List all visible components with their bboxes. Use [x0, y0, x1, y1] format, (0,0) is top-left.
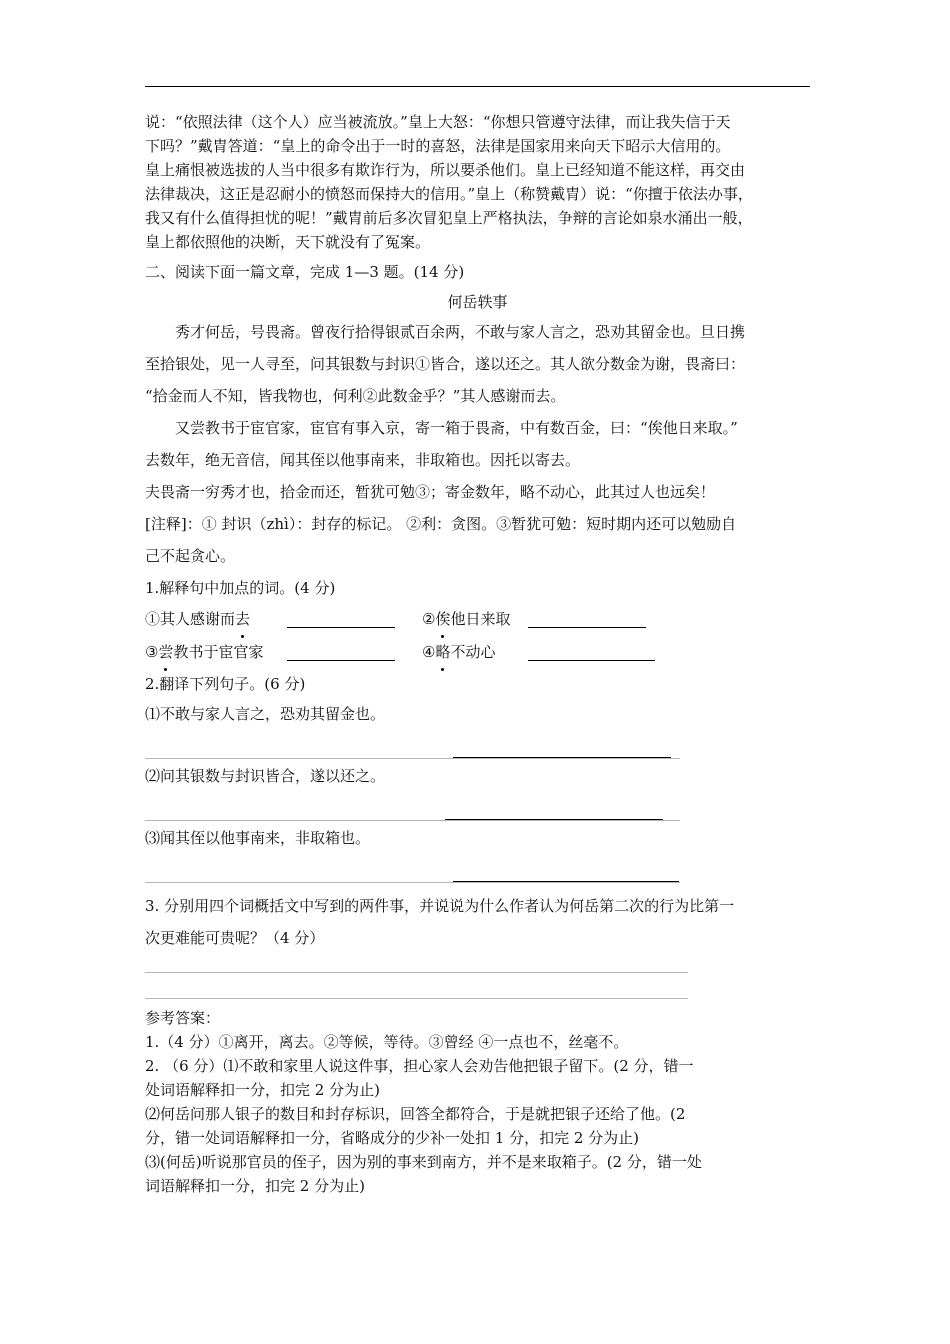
question-1-item-3: ③尝教书于宦官家 [145, 637, 263, 667]
passage-paragraph-2 [145, 412, 810, 476]
header-rule [145, 86, 810, 87]
text-line: 去数年，绝无音信，闻其侄以他事南来，非取箱也。因托以寄去。 [145, 451, 581, 469]
passage-title: 何岳轶事 [447, 293, 508, 311]
text-line: 我又有什么值得担忧的呢！”戴胄前后多次冒犯皇上严格执法，争辩的言论如泉水涌出一般， [145, 209, 753, 227]
text-line: 下吗？”戴胄答道：“皇上的命令出于一时的喜怒，法律是国家用来向天下昭示大信用的。 [145, 137, 731, 155]
text-line: 皇上都依照他的决断，天下就没有了冤案。 [145, 233, 431, 251]
text-line: 词语解释扣一分，扣完 2 分为止) [145, 1177, 365, 1195]
text-line: 己不起贪心。 [145, 547, 236, 565]
text-line: 皇上痛恨被选拔的人当中很多有欺诈行为，所以要杀他们。皇上已经知道不能这样，再交由 [145, 161, 746, 179]
passage-paragraph-3: 夫畏斋一穷秀才也，拾金而还，暂犹可勉③；寄金数年，略不动心，此其过人也远矣！ [145, 483, 716, 501]
emphasized-word: 去 [235, 604, 250, 634]
text-line: ⑵何岳问那人银子的数目和封存标识，回答全都符合，于是就把银子还给了他。(2 [145, 1105, 686, 1123]
text-line: 秀才何岳，号畏斋。曾夜行拾得银贰百余两，不敢与家人言之，恐劝其留金也。旦日携 [175, 323, 746, 341]
question-1-item-1: ①其人感谢而去 [145, 604, 250, 634]
question-1-item-4: ④略不动心 [422, 637, 495, 667]
text-line: 法律裁决，这正是忍耐小的愤怒而保持大的信用。”皇上（称赞戴胄）说：“你擅于依法办事， [145, 185, 753, 203]
answer-line[interactable] [145, 854, 810, 884]
translation-continuation [145, 110, 810, 254]
answer-line[interactable] [145, 792, 810, 822]
text-line: 次更难能可贵呢？（4 分） [145, 929, 325, 947]
answer-key [145, 1006, 810, 1198]
answer-line[interactable] [145, 730, 810, 760]
answer-key-heading: 参考答案： [145, 1009, 221, 1027]
text-line: ⑶(何岳)听说那官员的侄子，因为别的事来到南方，并不是来取箱子。(2 分，错一处 [145, 1153, 702, 1171]
question-1-stem: 1.解释句中加点的词。(4 分) [145, 579, 336, 597]
emphasized-word: 尝 [158, 637, 173, 667]
text-line: [注释]：① 封识（zhì）：封存的标记。 ②利：贪图。③暂犹可勉：短时期内还可以勉励自 [145, 515, 737, 533]
question-3 [145, 890, 810, 954]
emphasized-word: 俟 [435, 604, 450, 634]
question-2-stem: 2.翻译下列句子。(6 分) [145, 675, 306, 693]
question-2-item-3: ⑶闻其侄以他事南来，非取箱也。 [145, 829, 371, 847]
text-line: “拾金而人不知，皆我物也，何利②此数金乎？”其人感谢而去。 [145, 387, 566, 405]
question-1-row [145, 637, 810, 670]
question-3-answer-lines[interactable] [145, 954, 810, 1006]
text-line: 说：“依照法律（这个人）应当被流放。”皇上大怒：“你想只管遵守法律，而让我失信于天 [145, 113, 731, 131]
text-line: 又尝教书于宦官家，宦官有事入京，寄一箱于畏斋，中有数百金，曰：“俟他日来取。” [175, 419, 738, 437]
passage-paragraph-1 [145, 316, 810, 412]
section-heading: 二、阅读下面一篇文章，完成 1—3 题。(14 分) [145, 263, 465, 281]
question-1-row [145, 604, 810, 637]
emphasized-word: 略 [435, 637, 450, 667]
answer-blank[interactable] [528, 660, 655, 661]
answer-blank[interactable] [528, 627, 646, 628]
document-page [145, 110, 810, 1198]
text-line: 1.（4 分）①离开，离去。②等候，等待。③曾经 ④一点也不，丝毫不。 [145, 1033, 629, 1051]
text-line: 2. （6 分）⑴不敢和家里人说这件事，担心家人会劝告他把银子留下。(2 分，错一 [145, 1057, 694, 1075]
question-1-item-2: ②俟他日来取 [422, 604, 510, 634]
question-2-item-1: ⑴不敢与家人言之，恐劝其留金也。 [145, 705, 386, 723]
answer-blank[interactable] [287, 627, 395, 628]
text-line: 处词语解释扣一分，扣完 2 分为止) [145, 1081, 380, 1099]
text-line: 至拾银处，见一人寻至，问其银数与封识①皆合，遂以还之。其人欲分数金为谢，畏斋曰： [145, 355, 746, 373]
text-line: 3. 分别用四个词概括文中写到的两件事，并说说为什么作者认为何岳第二次的行为比第一 [145, 897, 735, 915]
question-2-item-2: ⑵问其银数与封识皆合，遂以还之。 [145, 767, 386, 785]
answer-blank[interactable] [287, 660, 395, 661]
annotation-note [145, 508, 810, 572]
text-line: 分，错一处词语解释扣一分，省略成分的少补一处扣 1 分，扣完 2 分为止) [145, 1129, 640, 1147]
